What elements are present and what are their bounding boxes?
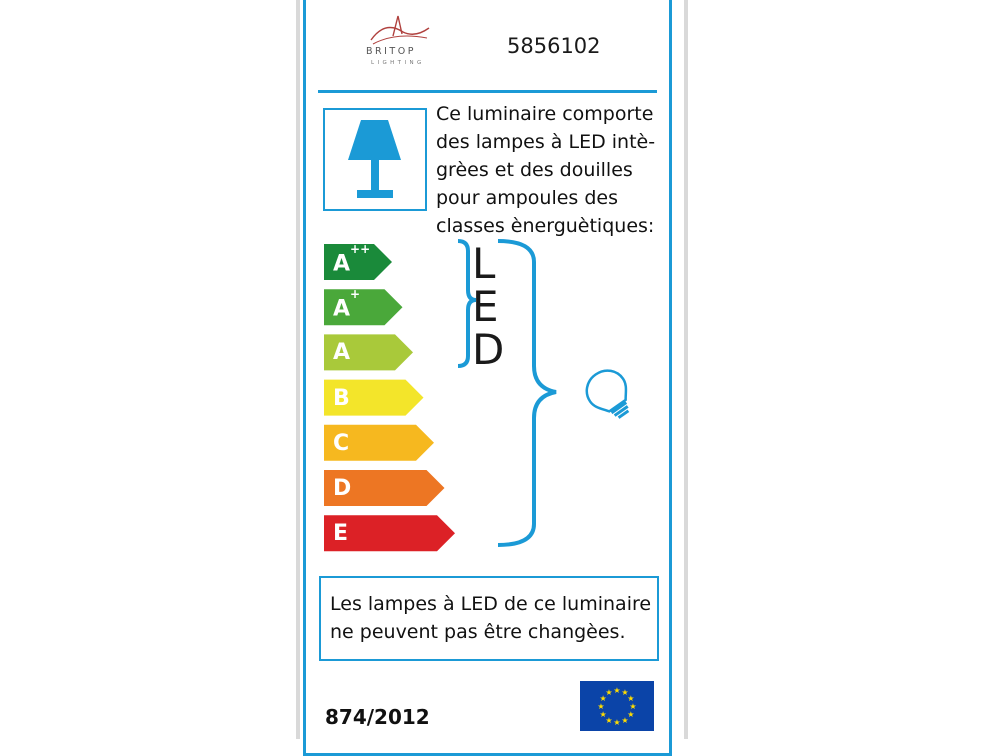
eu-star-icon: ★ <box>629 702 637 711</box>
eu-star-icon: ★ <box>599 710 607 719</box>
eu-star-icon: ★ <box>621 688 629 698</box>
led-note-box <box>319 576 659 661</box>
eu-stars <box>580 681 654 731</box>
eu-star-icon: ★ <box>605 715 613 725</box>
eu-star-icon: ★ <box>613 718 621 727</box>
bulb-brace <box>498 241 556 545</box>
led-brace <box>458 241 476 366</box>
light-bulb-icon <box>580 366 640 424</box>
energy-class-label: A <box>333 340 351 366</box>
led-letter-e: E <box>472 282 499 331</box>
eu-star-icon: ★ <box>627 710 635 719</box>
intro-line: des lampes à LED intè- <box>436 131 656 153</box>
eu-star-icon: ★ <box>599 694 607 703</box>
energy-class-label: B <box>333 385 350 411</box>
regulation-number: 874/2012 <box>325 705 430 729</box>
eu-flag-icon <box>580 681 654 731</box>
note-line: ne peuvent pas être changèes. <box>330 621 626 643</box>
energy-class-label: E <box>333 521 349 547</box>
energy-class-label: C <box>333 430 350 456</box>
energy-class-label: A+ <box>333 287 361 322</box>
intro-line: classes ènerguètiques: <box>436 215 655 237</box>
intro-line: pour ampoules des <box>436 187 619 209</box>
product-code: 5856102 <box>507 34 601 58</box>
brand-tagline: LIGHTING <box>371 60 425 66</box>
intro-line: Ce luminaire comporte <box>436 103 654 125</box>
led-letter-d: D <box>472 325 505 374</box>
eu-star-icon: ★ <box>621 715 629 725</box>
energy-class-label: D <box>333 476 352 501</box>
brand-name: BRITOP <box>366 46 416 57</box>
eu-star-icon: ★ <box>627 694 635 703</box>
led-letter-l: L <box>472 239 496 288</box>
eu-star-icon: ★ <box>605 688 613 698</box>
note-line: Les lampes à LED de ce luminaire <box>330 593 652 615</box>
energy-class-label: A++ <box>333 242 371 277</box>
eu-star-icon: ★ <box>597 702 605 711</box>
intro-line: grèes et des douilles <box>436 159 633 181</box>
eu-star-icon: ★ <box>613 686 621 695</box>
